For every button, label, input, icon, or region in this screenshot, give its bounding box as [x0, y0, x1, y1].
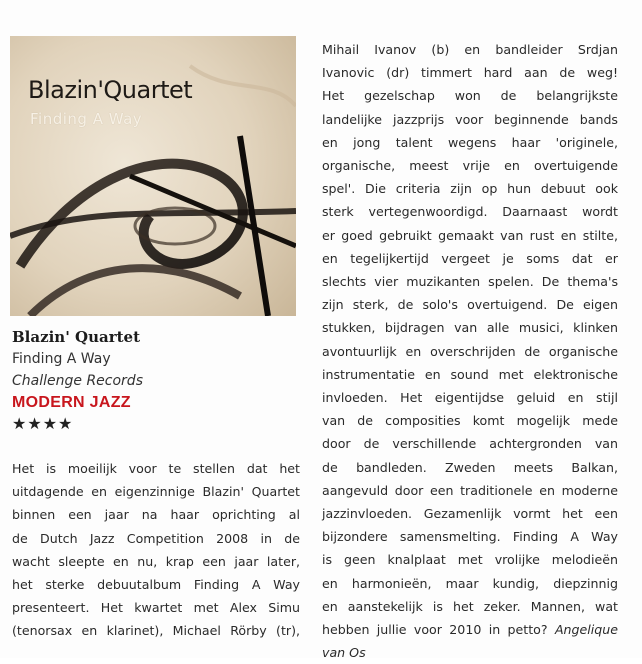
- article-line: zijn sterk, de solo's overtuigend. De eigen: [322, 297, 618, 313]
- article-line: uitdagende en eigenzinnige Blazin' Quartet: [12, 484, 300, 500]
- article-line: binnen een jaar na haar oprichting al: [12, 507, 300, 523]
- article-line: stukken, bijdragen van alle musici, klinken: [322, 320, 618, 336]
- article-line: invloeden. Het eigentijdse geluid en stijl: [322, 390, 618, 406]
- album-cover: [10, 36, 296, 316]
- article-line: en aanstekelijk is het zeker. Mannen, wat: [322, 598, 618, 614]
- article-line: jazzinvloeden. Gezamenlijk vormt het een: [322, 506, 618, 522]
- article-line: wacht sleepte en nu, krap een jaar later,: [12, 553, 300, 569]
- article-line: aangevuld door een traditionele en moderne: [322, 482, 618, 498]
- cover-album-name: Finding A Way: [30, 110, 143, 128]
- author-name-continued: van Os: [322, 645, 366, 661]
- article-line: [322, 618, 618, 641]
- article-line: de Dutch Jazz Competition 2008 in de: [12, 530, 300, 546]
- article-line: presenteert. Het kwartet met Alex Simu: [12, 600, 300, 616]
- article-column-right: [322, 38, 618, 664]
- article-line: Ivanovic (dr) timmert hard aan de weg!: [322, 65, 618, 81]
- article-line: het sterke debuutalbum Finding A Way: [12, 577, 300, 593]
- artist-name: Blazin' Quartet: [12, 328, 141, 346]
- article-line: en harmonieën, maar kundig, diepzinnig: [322, 575, 618, 591]
- article-line: organische, meest vrije en overtuigende: [322, 158, 618, 174]
- article-line: door de verschillende achtergronden van: [322, 436, 618, 452]
- album-info: [12, 326, 302, 434]
- article-line: instrumentatie en sound met elektronische: [322, 366, 618, 382]
- article-line: slechts vier muzikanten spelen. De thema's: [322, 274, 618, 290]
- article-line: bijzondere samensmelting. Finding A Way: [322, 529, 618, 545]
- article-line: spel'. Die criteria zijn op hun debuut ook: [322, 181, 618, 197]
- article-line: Mihail Ivanov (b) en bandleider Srdjan: [322, 42, 618, 57]
- article-column-left: [12, 457, 300, 643]
- article-line: is geen knalplaat met vrolijke melodieën: [322, 552, 618, 568]
- album-title: Finding A Way: [12, 351, 111, 367]
- article-line: Het is moeilijk voor te stellen dat het: [12, 461, 300, 476]
- star-rating: ★★★★: [12, 414, 74, 433]
- article-line: er goed gebruikt gemaakt van rust en stilte,: [322, 227, 618, 243]
- genre-heading: MODERN JAZZ: [12, 394, 131, 411]
- article-line: avontuurlijk en overschrijden de organische: [322, 343, 618, 359]
- article-line: en tegelijkertijd vergeet je soms dat er: [322, 250, 618, 266]
- article-line: sterk vertegenwoordigd. Daarnaast wordt: [322, 204, 618, 220]
- article-line: landelijke jazzprijs voor beginnende bands: [322, 111, 618, 127]
- record-label: Challenge Records: [12, 373, 143, 389]
- article-line: Het gezelschap won de belangrijkste: [322, 88, 618, 104]
- article-line: (tenorsax en klarinet), Michael Rörby (tr),: [12, 623, 300, 639]
- article-text: hebben jullie voor 2010 in petto?: [322, 622, 548, 638]
- cover-band-name: Blazin'Quartet: [28, 76, 193, 104]
- article-line: van de composities komt mogelijk mede: [322, 413, 618, 429]
- article-line: de bandleden. Zweden meets Balkan,: [322, 459, 618, 475]
- article-line: en jong talent wegens haar 'originele,: [322, 134, 618, 150]
- author-name: Angelique: [554, 622, 618, 638]
